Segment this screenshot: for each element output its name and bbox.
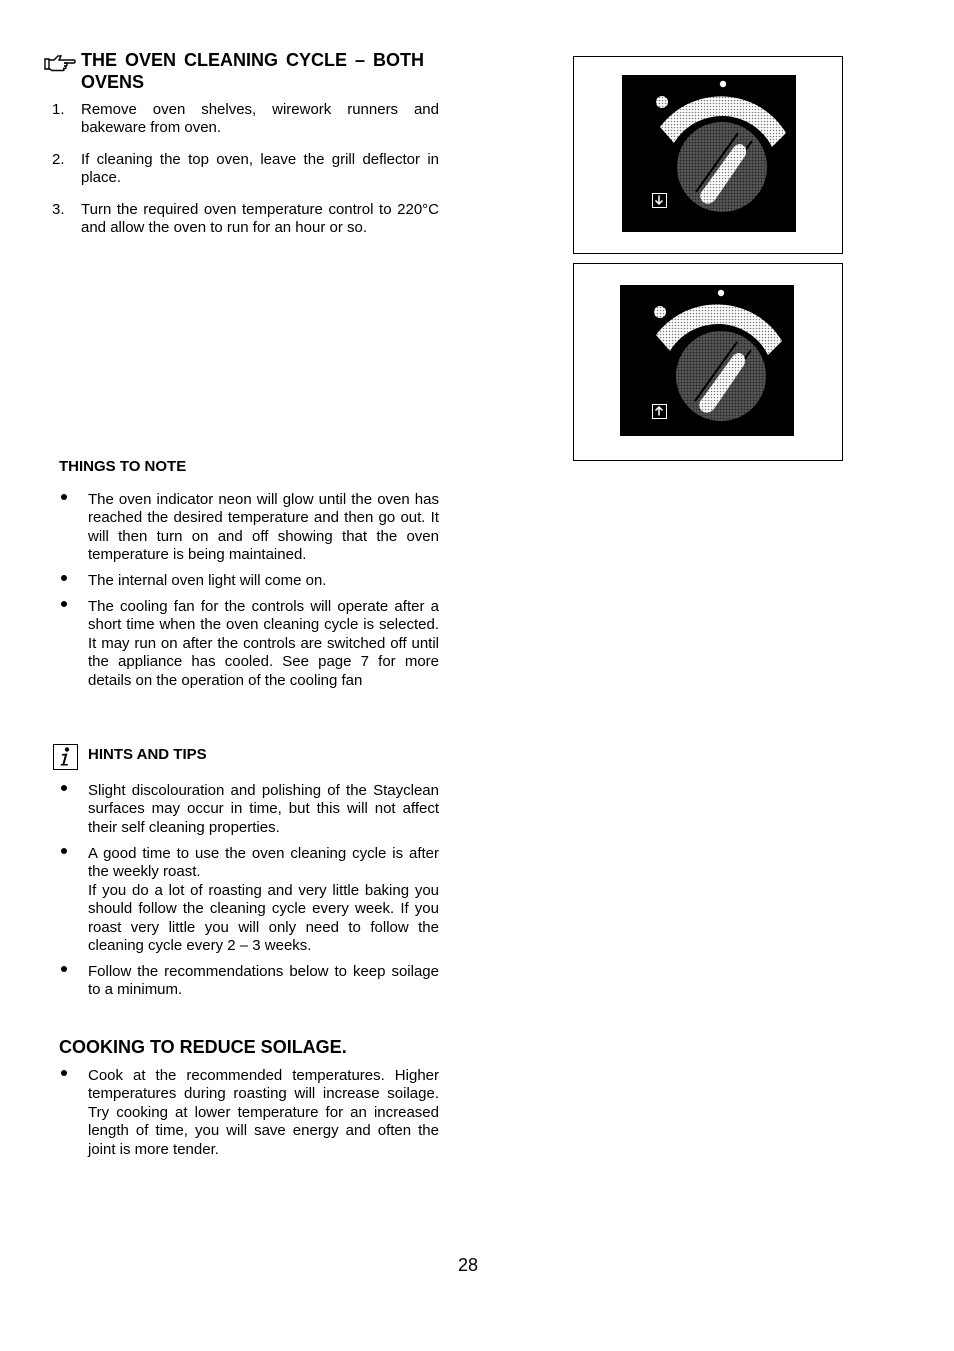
bullet (61, 785, 67, 791)
step-number: 3. (52, 201, 65, 218)
info-icon (53, 744, 78, 770)
step-number: 2. (52, 151, 65, 168)
things-to-note-heading: THINGS TO NOTE (59, 458, 187, 475)
arrow-up-icon (652, 404, 667, 419)
note-item: The cooling fan for the controls will operate after a short time when the oven cleaning cycle is selected. It may run on after the controls are switched off until the appliance has cooled. See page 7 for more details on the operation of the cooling fan (88, 598, 439, 689)
bullet (61, 575, 67, 581)
bullet (61, 601, 67, 607)
hint-item (88, 963, 439, 1000)
note-item: The oven indicator neon will glow until the oven has reached the desired temperature and then go out. It will then turn on and off showing that the oven temperature is being maintained. (88, 491, 439, 564)
cooking-heading: COOKING TO REDUCE SOILAGE. (59, 1037, 347, 1057)
top-oven-dial-figure (573, 56, 843, 254)
control-panel (620, 285, 794, 436)
step-text: Turn the required oven temperature control to 220°C and allow the oven to run for an hour or so. (81, 201, 439, 237)
hint-text: Slight discolouration and polishing of the Stayclean surfaces may occur in time, but this will not affect their self cleaning properties. (88, 782, 439, 836)
hint-item (88, 845, 439, 955)
control-panel (622, 75, 796, 232)
note-item: The internal oven light will come on. (88, 572, 327, 589)
step-text: Remove oven shelves, wirework runners and bakeware from oven. (81, 101, 439, 137)
pointing-hand-icon (44, 54, 76, 72)
hint-text: A good time to use the oven cleaning cycle is after the weekly roast. (88, 845, 439, 881)
arrow-down-icon (652, 193, 667, 208)
hint-text: Follow the recommendations below to keep soilage to a minimum. (88, 963, 439, 999)
section-title: THE OVEN CLEANING CYCLE – BOTH OVENS (81, 50, 425, 92)
hints-and-tips-heading: HINTS AND TIPS (88, 746, 207, 763)
step-text: If cleaning the top oven, leave the grill deflector in place. (81, 151, 439, 187)
step-number: 1. (52, 101, 65, 118)
cooking-item: Cook at the recommended temperatures. Higher temperatures during roasting will increase soilage. Try cooking at lower temperature for an increased length of time, you will save energy and often the joint is more tender. (88, 1067, 439, 1158)
bullet (61, 494, 67, 500)
bottom-oven-dial-figure (573, 263, 843, 461)
hint-text: If you do a lot of roasting and very little baking you should follow the cleaning cycle every week. If you roast very little you will only need to follow the cleaning cycle every 2 – 3 weeks. (88, 881, 439, 955)
page-number: 28 (457, 1255, 479, 1275)
bullet (61, 1070, 67, 1076)
bullet (61, 848, 67, 854)
hint-item (88, 782, 439, 837)
bullet (61, 966, 67, 972)
